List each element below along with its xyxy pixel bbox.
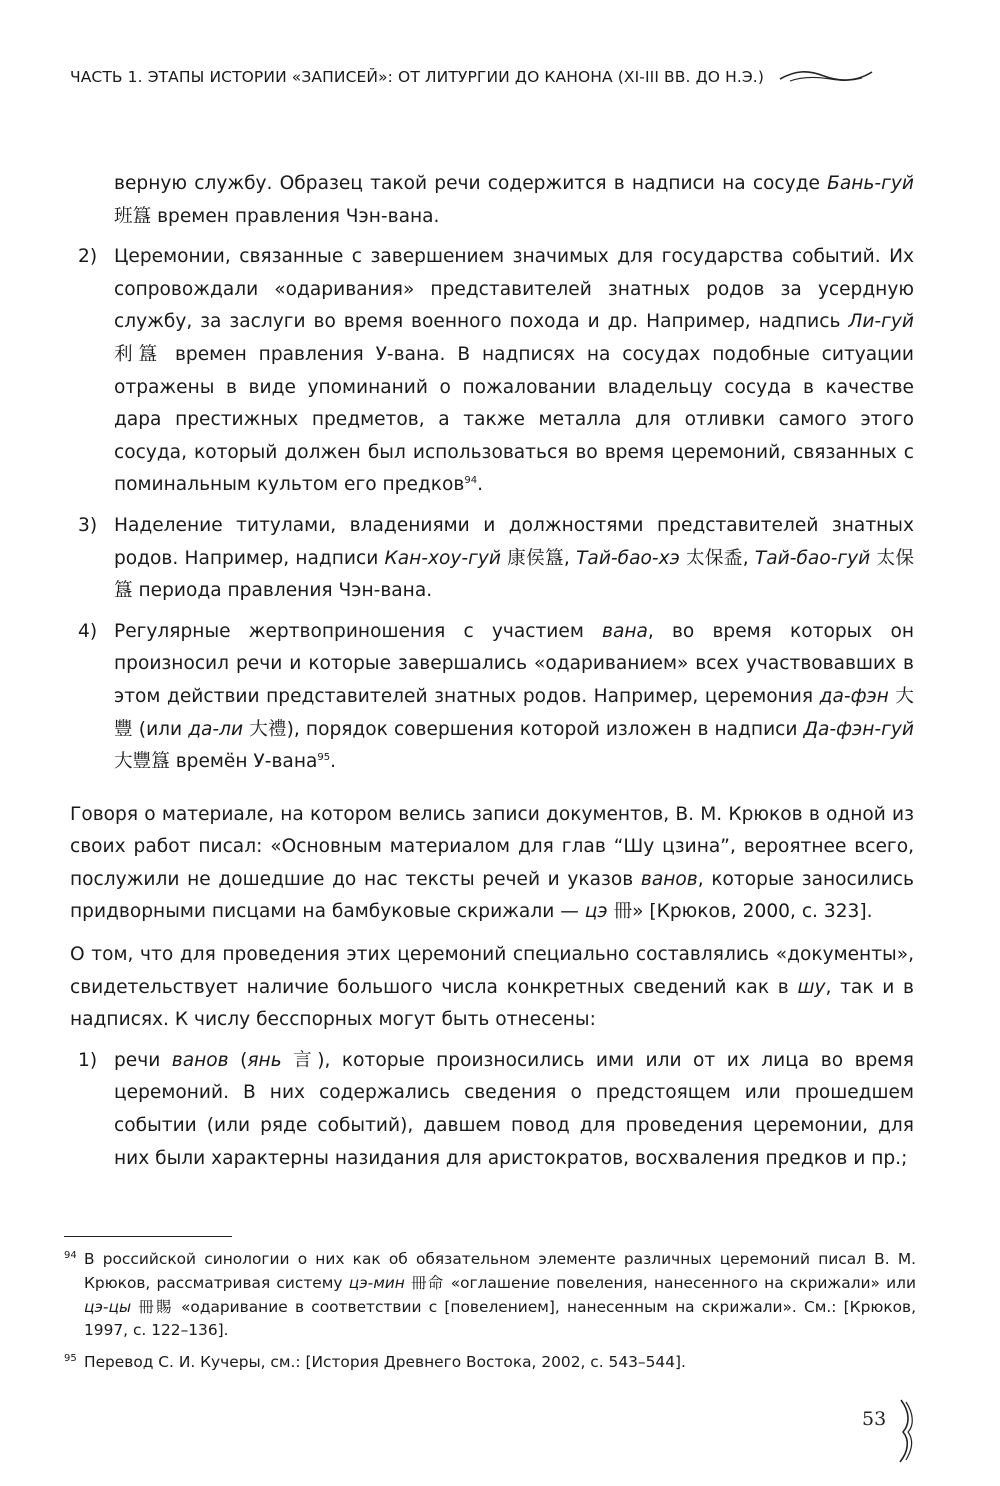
main-text xyxy=(70,168,914,1175)
list-item-number: 3) xyxy=(78,514,98,536)
footnote-number: 94 xyxy=(64,1250,77,1261)
page-bracket-icon xyxy=(896,1398,918,1464)
list-item-number: 4) xyxy=(78,620,98,642)
paragraph: Говоря о материале, на котором велись записи документов, В. М. Крюков в одной из своих работ писал: «Основным материалом для глав “Шу цзина”, вероятнее всего, послужили не дошедшие до нас тексты речей и указов ванов, которые заносились придворными писцами на бамбуковые скрижали — цэ 冊» [Крюков, 2000, с. 323]. xyxy=(70,803,914,923)
swash-ornament-icon xyxy=(778,66,874,88)
footnote-ref: 94 xyxy=(464,475,478,487)
footnote: 95 Перевод С. И. Кучеры, см.: [История Древнего Востока, 2002, с. 543–544]. xyxy=(64,1353,686,1372)
ceremony-list xyxy=(70,241,914,779)
list-item-number: 2) xyxy=(78,246,98,268)
footnote: 94 В российской синологии о них как об обязательном элементе различных церемоний писал В. М. Крюков, рассматривая систему цэ-мин 冊命 «оглашение повеления, нанесенного на скрижали» или цэ-цы 冊賜 «одаривание в соответствии с [повелением], нанесенным на скрижали». См.: [Крюков, 1997, с. 122–136]. xyxy=(64,1250,917,1340)
continuation-paragraph: верную службу. Образец такой речи содержится в надписи на сосуде Бань-гуй 班簋 времен правления Чэн-вана. xyxy=(114,173,914,227)
footnote-separator xyxy=(64,1236,232,1237)
running-head xyxy=(70,64,950,90)
page-number: 53 xyxy=(862,1408,887,1430)
paragraph: О том, что для проведения этих церемоний специально составлялись «документы», свидетельствует наличие большого числа конкретных сведений как в шу, так и в надписях. К числу бесспорных могут быть отнесены: xyxy=(70,944,915,1031)
running-head-title: ЧАСТЬ 1. ЭТАПЫ ИСТОРИИ «ЗАПИСЕЙ»: ОТ ЛИТУРГИИ ДО КАНОНА (XI-III ВВ. ДО Н.Э.) xyxy=(70,68,764,86)
footnote-number: 95 xyxy=(64,1353,77,1365)
document-types-list xyxy=(70,1045,914,1175)
list-item: 3) Наделение титулами, владениями и должностями представителей знатных родов. Например, надписи Кан-хоу-гуй 康侯簋, Тай-бао-хэ 太保盉, Тай-бао-гуй 太保簋 периода правления Чэн-вана. xyxy=(70,510,914,608)
list-item-number: 1) xyxy=(78,1049,98,1071)
footnotes xyxy=(64,1248,916,1383)
list-item: 2) Церемонии, связанные с завершением значимых для государства событий. Их сопровождали «одаривания» представителей знатных родов за усердную службу, за заслуги во время военного похода и др. Например, надпись Ли-гуй 利簋 времен правления У-вана. В надписях на сосудах подобные ситуации отражены в виде упоминаний о пожаловании владельцу сосуда в качестве дара престижных предметов, а также металла для отливки самого этого сосуда, который должен был использоваться во время церемоний, связанных с поминальным культом его предков$^{94}$. xyxy=(70,241,914,502)
footnote-ref: 95 xyxy=(317,752,331,764)
list-item: 1) речи ванов (янь 言), которые произносились ими или от их лица во время церемоний. В них содержались сведения о предстоящем или прошедшем событии (или ряде событий), давшем повод для проведения церемонии, для них были характерны назидания для аристократов, восхваления предков и пр.; xyxy=(70,1045,914,1175)
list-item: 4) Регулярные жертвоприношения с участием вана, во время которых он произносил речи и которые завершались «одариванием» всех участвовавших в этом действии представителей знатных родов. Например, церемония да-фэн 大豐 (или да-ли 大禮), порядок совершения которой изложен в надписи Да-фэн-гуй 大豐簋 времён У-вана$^{95}$. xyxy=(70,616,914,779)
